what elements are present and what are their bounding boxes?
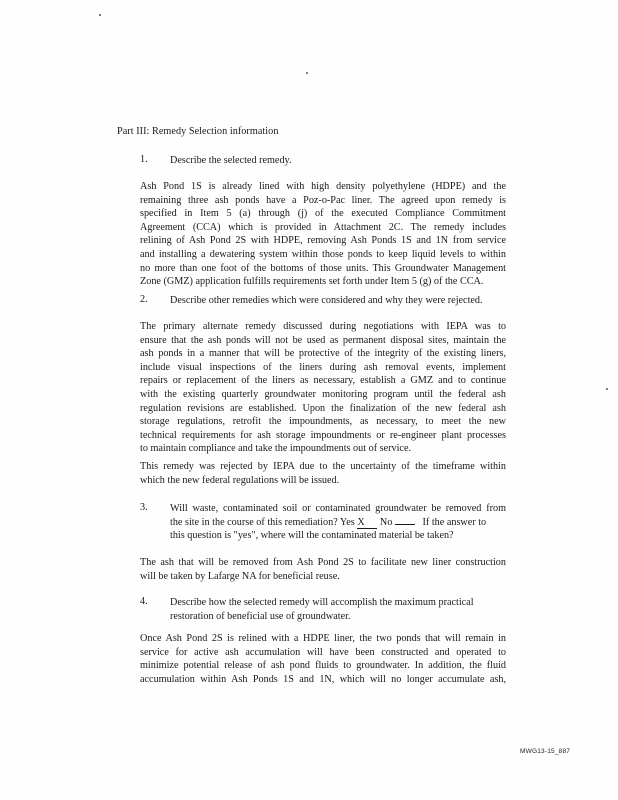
selected-remedy-paragraph (140, 180, 506, 289)
text-fragment: If the answer to (422, 516, 487, 528)
text-line: minimize potential release of ash pond fluids to groundwater. In addition, the fluid (140, 660, 506, 672)
yes-answer-field[interactable]: X (357, 518, 377, 529)
scan-speck (306, 72, 308, 74)
text-line: and installing a dewatering system within those ponds to keep liquid levels to within (140, 248, 506, 260)
question-4-number: 4. (140, 596, 148, 607)
document-id-stamp: MWG13-15_887 (520, 748, 571, 755)
question-2-number: 2. (140, 294, 148, 305)
text-line: Ash Pond 1S is already lined with high density polyethylene (HDPE) and the (140, 181, 506, 192)
question-3-text (170, 502, 506, 543)
text-line: Agreement (CCA) which is provided in Attachment 2C. The remedy includes (140, 221, 506, 233)
text-line: remaining three ash ponds have a Poz-o-Pac liner. The agreed upon remedy is (140, 194, 506, 206)
text-line: Once Ash Pond 2S is relined with a HDPE liner, the two ponds that will remain in (140, 633, 506, 644)
ash-destination-paragraph (140, 556, 506, 583)
text-line: restoration of beneficial use of groundwater. (170, 610, 351, 622)
text-line: ensure that the ash ponds will not be used as permanent disposal sites, maintain the (140, 334, 506, 346)
scan-speck (99, 14, 101, 16)
scan-speck (606, 388, 608, 390)
text-line: Will waste, contaminated soil or contaminated groundwater be removed from (170, 503, 506, 514)
text-line: specified in Item 5 (a) through (j) of the executed Compliance Commitment (140, 208, 506, 220)
text-line: with the existing quarterly groundwater monitoring program until the federal ash (140, 388, 506, 400)
text-line: ash ponds in a manner that will be protective of the integrity of the existing liners, (140, 348, 506, 360)
no-label: No (379, 516, 393, 528)
text-line: to maintain compliance and take the impoundments out of service. (140, 443, 412, 455)
text-line: this question is "yes", where will the contaminated material be taken? (170, 530, 454, 542)
text-line: storage regulations, retrofit the impoundments, as necessary, to meet the new (140, 416, 506, 428)
text-line: will be taken by Lafarge NA for beneficial reuse. (140, 570, 340, 582)
text-line: accumulation within Ash Ponds 1S and 1N, which will no longer accumulate ash, (140, 673, 506, 685)
text-line: The primary alternate remedy discussed during negotiations with IEPA was to (140, 321, 506, 332)
text-line: service for active ash accumulation will have been constructed and operated to (140, 646, 506, 658)
text-line: technical requirements for ash storage impoundments or re-engineer plant processes (140, 429, 506, 441)
question-3-number: 3. (140, 502, 148, 513)
restoration-paragraph (140, 632, 506, 686)
text-line: which the new federal regulations will be issued. (140, 474, 340, 486)
question-4-text (170, 596, 474, 623)
no-answer-field[interactable] (395, 524, 415, 525)
rejection-reason-paragraph (140, 460, 506, 487)
question-1-number: 1. (140, 154, 148, 165)
text-line: include visual inspections of the liners during ash removal events, implement (140, 361, 506, 373)
text-line: This remedy was rejected by IEPA due to the uncertainty of the timeframe within (140, 461, 506, 472)
section-heading: Part III: Remedy Selection information (117, 126, 279, 137)
text-line: repairs or replacement of the liners as necessary, establish a GMZ and to continue (140, 375, 506, 387)
question-2-text: Describe other remedies which were considered and why they were rejected. (170, 295, 483, 306)
text-line: The ash that will be removed from Ash Pond 2S to facilitate new liner construction (140, 557, 506, 568)
question-1-text: Describe the selected remedy. (170, 155, 292, 166)
text-line: no more than one foot of the bottoms of those units. This Groundwater Management (140, 262, 506, 274)
text-line: relining of Ash Pond 2S with HDPE, removing Ash Ponds 1S and 1N from service (140, 235, 506, 247)
text-line: Describe how the selected remedy will accomplish the maximum practical (170, 597, 474, 608)
text-line: regulation revisions are established. Upon the finalization of the new federal ash (140, 402, 506, 414)
other-remedies-paragraph (140, 320, 506, 456)
question-3-line-2 (170, 516, 506, 530)
text-fragment: the site in the course of this remediation? Yes (170, 516, 355, 528)
text-line: Zone (GMZ) application fulfills requirements set forth under Item 5 (g) of the CCA. (140, 276, 484, 288)
